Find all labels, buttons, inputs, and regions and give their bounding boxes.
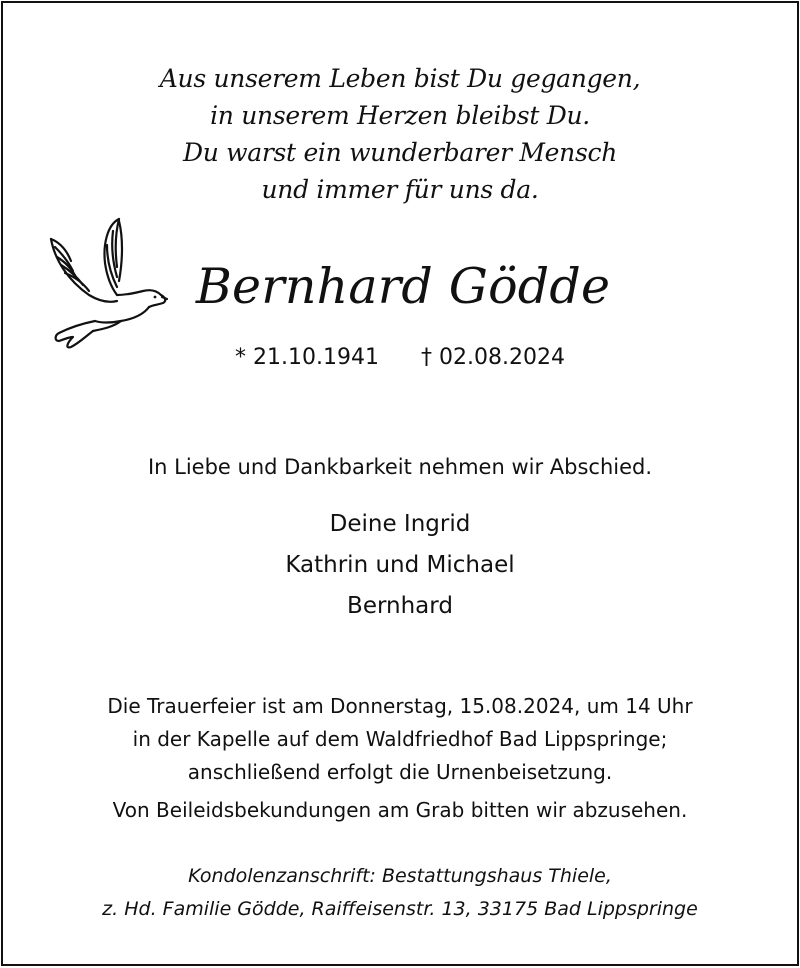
death-date: † 02.08.2024: [421, 345, 565, 370]
address-line: z. Hd. Familie Gödde, Raiffeisenstr. 13, 33175 Bad Lippspringe: [102, 898, 698, 920]
birth-date: * 21.10.1941: [235, 345, 379, 370]
memorial-poem: [3, 60, 797, 208]
funeral-line: anschließend erfolgt die Urnenbeisetzung.: [187, 760, 613, 784]
poem-line: Aus unserem Leben bist Du gegangen,: [159, 64, 641, 93]
obituary-notice: [1, 1, 799, 966]
poem-line: und immer für uns da.: [261, 175, 539, 204]
signer: Bernhard: [347, 593, 453, 619]
poem-line: in unserem Herzen bleibst Du.: [210, 101, 590, 130]
deceased-name: Bernhard Gödde: [195, 258, 611, 315]
funeral-line: in der Kapelle auf dem Waldfriedhof Bad Lippspringe;: [132, 727, 668, 751]
farewell-line: In Liebe und Dankbarkeit nehmen wir Abschied.: [147, 455, 653, 479]
condolence-address: [3, 860, 797, 926]
condolence-request: Von Beileidsbekundungen am Grab bitten wir abzusehen.: [112, 798, 688, 822]
dove-icon: [45, 211, 170, 356]
signer: Deine Ingrid: [329, 511, 471, 537]
life-dates: [3, 341, 797, 375]
signers-list: [3, 504, 797, 627]
funeral-line: Die Trauerfeier ist am Donnerstag, 15.08.2024, um 14 Uhr: [107, 694, 693, 718]
signer: Kathrin und Michael: [285, 552, 515, 578]
poem-line: Du warst ein wunderbarer Mensch: [182, 138, 618, 167]
funeral-details: [3, 690, 797, 789]
address-line: Kondolenzanschrift: Bestattungshaus Thiele,: [188, 865, 612, 887]
